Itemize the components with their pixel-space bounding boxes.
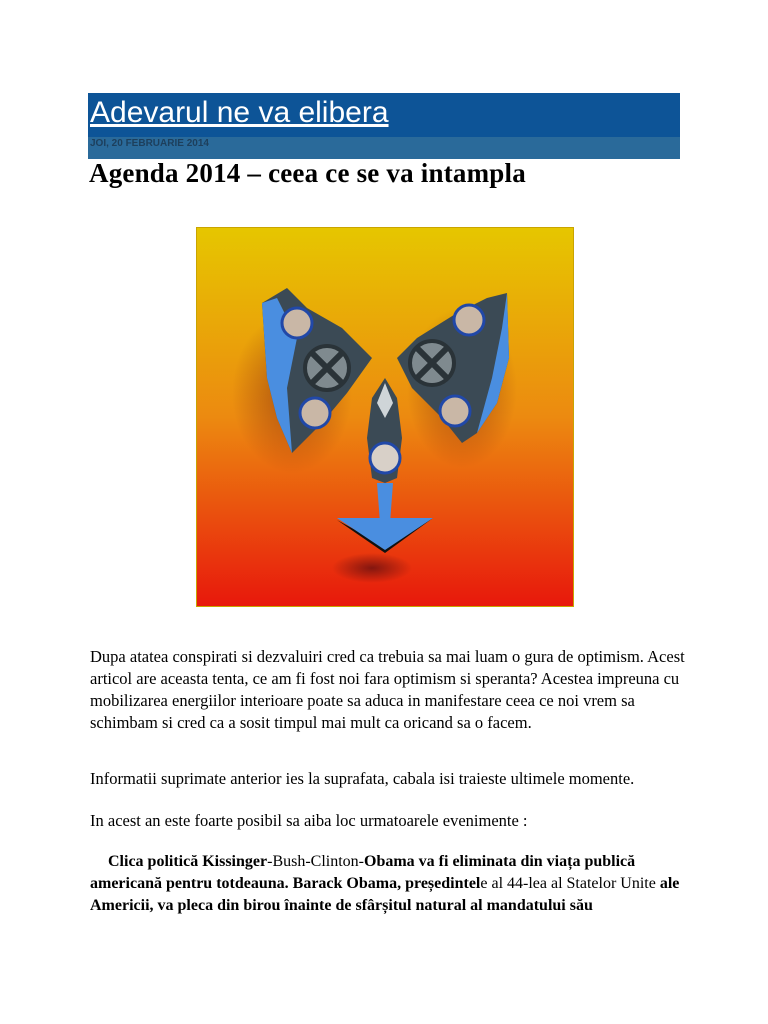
text-run: ale Americii, va pleca din birou înainte de sfârșitul natural al mandatului său: [90, 875, 680, 914]
portrait-icon: [300, 398, 330, 428]
text-run: Clica politică Kissinger: [108, 853, 268, 870]
article-paragraph: Dupa atatea conspirati si dezvaluiri cred ca trebuia sa mai luam o gura de optimism. Acest articol are aceasta tenta, ce am fi fost noi fara optimism si speranta? Acestea impreuna cu mobilizarea energiilor interioare poate sa aduca in manifestare ceea ce noi vrem sa schimbam si cred ca a sosit timpul mai mult ca oricand sa o facem.: [90, 647, 685, 732]
post-date: JOI, 20 FEBRUARIE 2014: [90, 138, 209, 149]
portrait-icon: [440, 396, 470, 426]
article-illustration: [196, 227, 574, 607]
article-paragraph: In acest an este foarte posibil sa aiba loc urmatoarele evenimente :: [90, 811, 528, 830]
symbol-artwork: [197, 228, 573, 606]
text-run: Obama va fi eliminata din viața publică americană pentru totdeauna. Barack Obama, președintel: [90, 853, 636, 892]
portrait-icon: [454, 305, 484, 335]
blog-title-link[interactable]: Adevarul ne va elibera: [90, 96, 389, 129]
article-paragraph: Informatii suprimate anterior ies la suprafata, cabala isi traieste ultimele momente.: [90, 769, 635, 788]
text-run: -Bush-Clinton-: [267, 853, 364, 870]
portrait-icon: [282, 308, 312, 338]
portrait-icon: [370, 443, 400, 473]
article-paragraph-bold: [90, 851, 690, 917]
arrow-shadow: [332, 553, 412, 583]
article-title: Agenda 2014 – ceea ce se va intampla: [89, 158, 526, 188]
blog-header: [88, 93, 680, 159]
text-run: e al 44-lea al Statelor Unite: [480, 875, 656, 892]
